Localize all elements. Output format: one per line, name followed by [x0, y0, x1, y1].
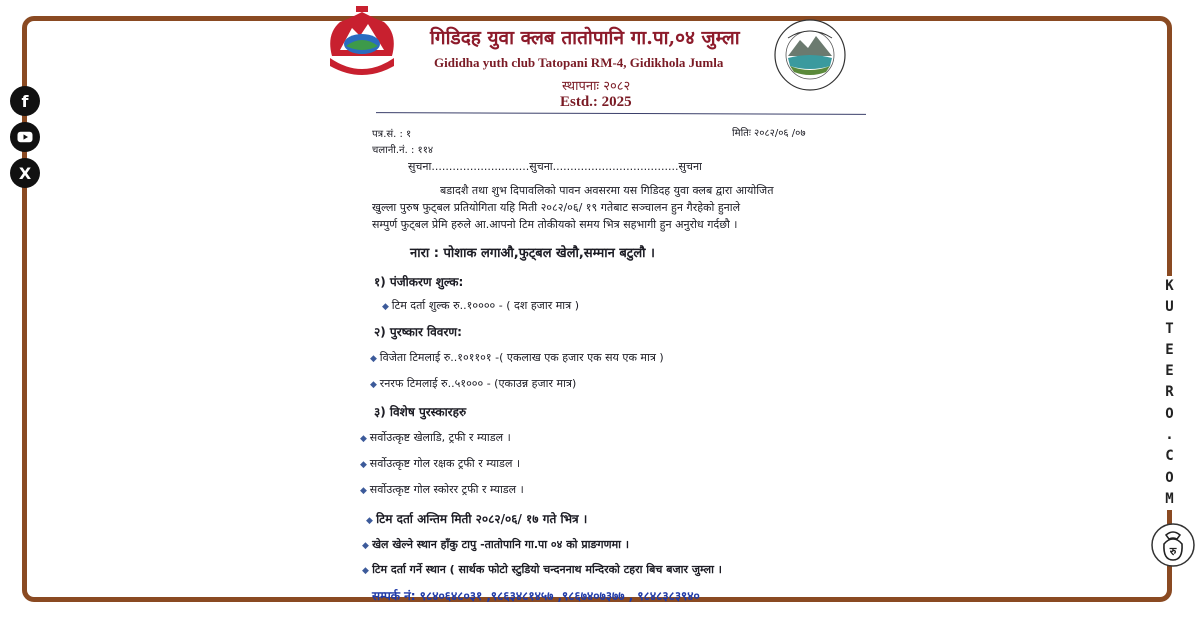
- letter-document: [290, 0, 890, 602]
- site-letter: O: [1165, 469, 1175, 486]
- youtube-play-icon: [16, 128, 34, 146]
- body-line: खुल्ला पुरुष फुट्बल प्रतियोगिता यहि मिती २०८२/०६/ १९ गतेबाट सञ्चालन हुन गैरहेको हुनाले: [372, 201, 741, 214]
- section-title-registration: १) पंजीकरण शुल्क:: [374, 275, 464, 289]
- established-nepali: स्थापनाः २०८२: [562, 79, 631, 94]
- bullet-icon: ◆: [370, 380, 380, 390]
- body-line: सम्पुर्ण फुट्बल प्रेमि हरुले आ.आपनो टिम तोकीयको समय भित्र सहभागी हुन अनुरोध गर्दछौ ।: [372, 218, 738, 231]
- list-item: [360, 482, 524, 497]
- venue: [362, 537, 629, 552]
- bullet-icon: ◆: [362, 541, 373, 551]
- list-item: [360, 430, 511, 445]
- money-bag-icon: [1150, 518, 1196, 568]
- deadline-text: टिम दर्ता अन्तिम मिती २०८२/०६/ १७ गते भित्र ।: [376, 512, 588, 526]
- contact-numbers: सम्पर्क नं: ९८४०६४८०३१ ,९८६३४८१४५७ ,९८६७४०७३७७ , ९८४८३८३९४०: [372, 589, 700, 602]
- list-item-text: विजेता टिमलाई रु..१०११०१ -( एकलाख एक हजार एक सय एक मात्र ): [379, 351, 664, 364]
- site-letter: C: [1165, 448, 1175, 465]
- site-watermark: [1148, 276, 1192, 510]
- registration-place: [362, 562, 722, 577]
- bullet-icon: ◆: [362, 566, 373, 576]
- youtube-icon[interactable]: [10, 122, 40, 152]
- slogan: नारा : पोशाक लगाऔ,फुट्बल खेलौ,सम्मान बटुलौ ।: [410, 246, 655, 261]
- notice-heading: सुचना............................सुचना....................................सुचना: [408, 160, 702, 173]
- site-letter: O: [1165, 405, 1175, 422]
- facebook-glyph: f: [21, 91, 29, 111]
- list-item-text: सर्वोउत्कृष्ट खेलाडि, ट्रफी र म्याडल ।: [369, 431, 511, 444]
- dispatch-number: चलानी.नं. : ११४: [372, 145, 434, 156]
- list-item: [370, 350, 664, 365]
- site-letter: R: [1165, 384, 1175, 401]
- reference-number: पत्र.सं. : १: [372, 129, 412, 140]
- bullet-icon: ◆: [360, 486, 370, 496]
- list-item-text: रनरफ टिमलाई रु..५१००० - (एकाउन्न हजार मात्र): [379, 377, 577, 390]
- section-title-prizes: २) पुरष्कार विवरण:: [374, 325, 462, 339]
- list-item: [360, 456, 520, 471]
- site-letter: E: [1165, 341, 1175, 358]
- site-letter: .: [1165, 427, 1175, 444]
- site-letter: K: [1165, 278, 1175, 294]
- header-divider: [376, 112, 866, 115]
- svg-text:रु: रु: [1169, 545, 1177, 558]
- list-item: [382, 298, 579, 313]
- x-glyph: X: [18, 163, 32, 183]
- section-title-special-awards: ३) विशेष पुरस्कारहरु: [374, 405, 467, 419]
- body-line: बडादशै तथा शुभ दिपावलिको पावन अवसरमा यस गिडिदह युवा क्लब द्वारा आयोजित: [440, 184, 774, 197]
- bullet-icon: ◆: [370, 354, 380, 364]
- bullet-icon: ◆: [360, 434, 370, 444]
- club-name-english: Gididha yuth club Tatopani RM-4, Gidikhola Jumla: [434, 55, 724, 70]
- bullet-icon: ◆: [382, 302, 392, 312]
- bullet-icon: ◆: [366, 516, 377, 526]
- site-letter: M: [1165, 490, 1175, 507]
- social-links: [10, 86, 40, 188]
- facebook-icon[interactable]: [10, 86, 40, 116]
- established-english: Estd.: 2025: [560, 94, 632, 110]
- x-twitter-icon[interactable]: [10, 158, 40, 188]
- list-item-text: सर्वोउत्कृष्ट गोल रक्षक ट्रफी र म्याडल ।: [369, 457, 521, 470]
- registration-deadline: [366, 510, 587, 527]
- site-letter: T: [1165, 320, 1175, 337]
- club-name-nepali: गिडिदह युवा क्लब तातोपानि गा.पा,०४ जुम्ला: [430, 27, 740, 49]
- bullet-icon: ◆: [360, 460, 370, 470]
- site-letter: E: [1165, 363, 1175, 380]
- nepal-emblem-logo: [320, 4, 404, 82]
- list-item-text: टिम दर्ता शुल्क रु..१०००० - ( दश हजार मात्र ): [391, 299, 579, 312]
- registration-place-text: टिम दर्ता गर्ने स्थान ( सार्थक फोटो स्टुडियो चन्दननाथ मन्दिरको टहरा बिच बजार जुम्ला ।: [372, 563, 722, 576]
- list-item: [370, 376, 576, 391]
- site-letter: U: [1165, 299, 1175, 316]
- letter-date: मितिः २०८२/०६ /०७: [732, 128, 806, 139]
- club-round-logo: [768, 18, 852, 92]
- list-item-text: सर्वोउत्कृष्ट गोल स्कोरर ट्रफी र म्याडल ।: [369, 483, 524, 496]
- venue-text: खेल खेल्ने स्थान हाँकु टापु -तातोपानि गा.पा ०४ को प्राङगणमा ।: [372, 538, 630, 551]
